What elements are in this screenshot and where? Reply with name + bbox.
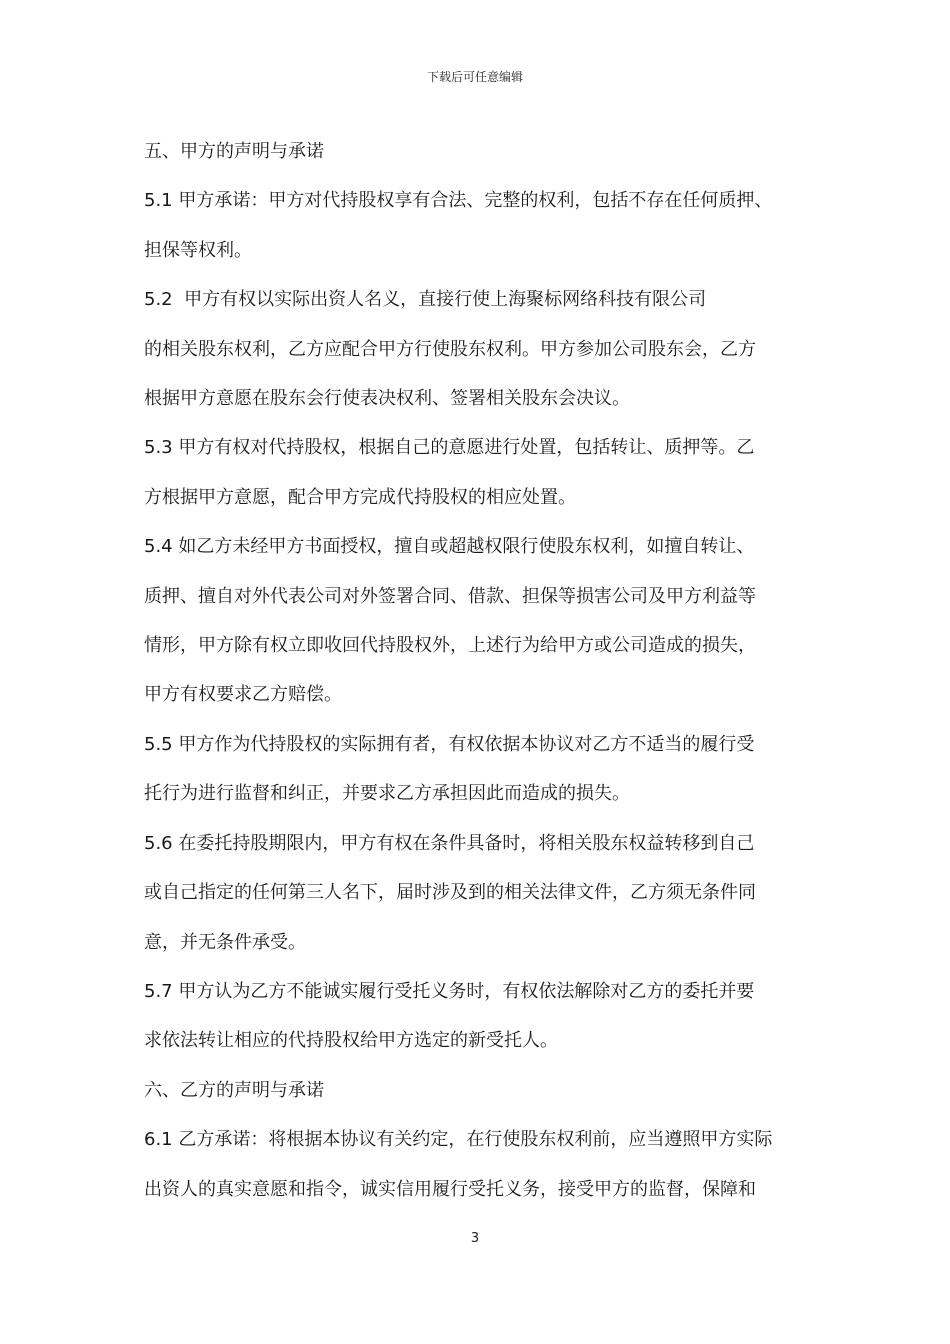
text-line: 意，并无条件承受。 [144,931,306,953]
section-heading-6: 六、乙方的声明与承诺 [144,1079,324,1101]
text-line: 根据甲方意愿在股东会行使表决权利、签署相关股东会决议。 [144,388,630,410]
text-line: 5.3 甲方有权对代持股权，根据自己的意愿进行处置，包括转让、质押等。乙 [144,437,755,459]
text-line: 的相关股东权利，乙方应配合甲方行使股东权利。甲方参加公司股东会，乙方 [144,338,756,360]
text-line: 5.1 甲方承诺：甲方对代持股权享有合法、完整的权利，包括不存在任何质押、 [144,190,773,212]
text-line: 质押、擅自对外代表公司对外签署合同、借款、担保等损害公司及甲方利益等 [144,585,756,607]
document-body [144,127,806,1214]
text-line: 5.7 甲方认为乙方不能诚实履行受托义务时，有权依法解除对乙方的委托并要 [144,980,755,1002]
text-line: 情形，甲方除有权立即收回代持股权外，上述行为给甲方或公司造成的损失， [144,635,756,657]
text-line: 或自己指定的任何第三人名下，届时涉及到的相关法律文件，乙方须无条件同 [144,882,756,904]
header-note: 下载后可任意编辑 [426,70,523,84]
text-line: 托行为进行监督和纠正，并要求乙方承担因此而造成的损失。 [144,783,630,805]
text-line: 求依法转让相应的代持股权给甲方选定的新受托人。 [144,1030,558,1052]
page-number: 3 [470,1231,480,1246]
text-line: 5.4 如乙方未经甲方书面授权，擅自或超越权限行使股东权利，如擅自转让、 [144,536,755,558]
text-line: 6.1 乙方承诺：将根据本协议有关约定，在行使股东权利前，应当遵照甲方实际 [144,1129,773,1151]
text-line: 甲方有权要求乙方赔偿。 [144,684,342,706]
section-heading-5: 五、甲方的声明与承诺 [144,141,324,162]
text-line: 方根据甲方意愿，配合甲方完成代持股权的相应处置。 [144,486,576,508]
text-line: 5.2 甲方有权以实际出资人名义，直接行使上海聚标网络科技有限公司 [144,289,707,311]
text-line: 5.6 在委托持股期限内，甲方有权在条件具备时，将相关股东权益转移到自己 [144,832,755,854]
text-line: 5.5 甲方作为代持股权的实际拥有者，有权依据本协议对乙方不适当的履行受 [144,733,755,755]
text-line: 担保等权利。 [144,239,252,261]
text-line: 出资人的真实意愿和指令，诚实信用履行受托义务，接受甲方的监督，保障和 [144,1178,756,1200]
